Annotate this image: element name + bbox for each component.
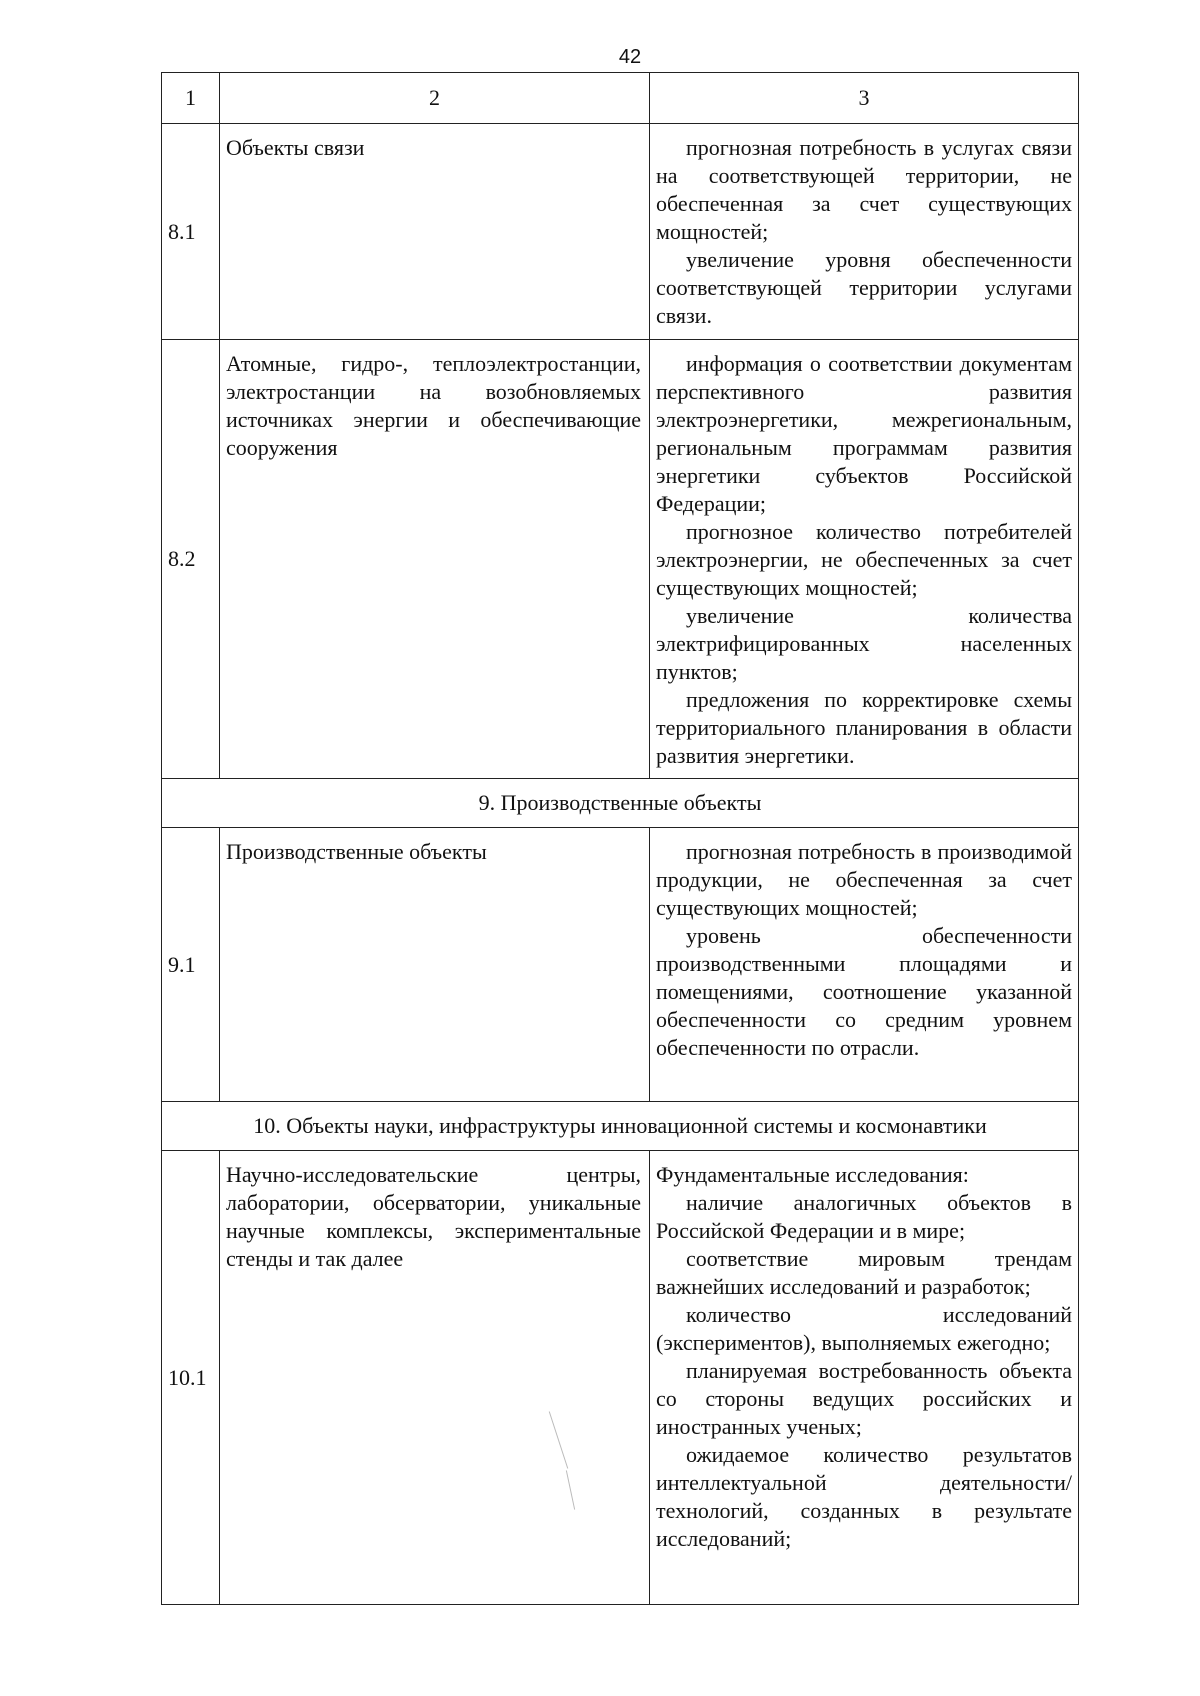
table-row — [162, 1151, 1079, 1605]
criteria-item: прогнозная потребность в производимой продукции, не обеспеченная за счет существующих мощностей; — [656, 839, 1072, 920]
row-number: 9.1 — [162, 828, 220, 1102]
object-criteria — [650, 340, 1079, 779]
column-header-1: 1 — [162, 73, 220, 124]
section-title: 9. Производственные объекты — [162, 779, 1079, 828]
table-row — [162, 124, 1079, 340]
criteria-item: ожидаемое количество результатов интеллектуальной деятельности/технологий, созданных в результате исследований; — [656, 1442, 1072, 1551]
criteria-item: наличие аналогичных объектов в Российской Федерации и в мире; — [656, 1190, 1072, 1243]
criteria-item: прогнозная потребность в услугах связи на соответствующей территории, не обеспеченная за счет существующих мощностей; — [656, 135, 1072, 244]
criteria-item: информация о соответствии документам перспективного развития электроэнергетики, межрегиональным, региональным программам развития энергетики субъектов Российской Федерации; — [656, 351, 1072, 516]
row-number: 8.2 — [162, 340, 220, 779]
object-name: Объекты связи — [220, 124, 650, 340]
object-name: Научно-исследовательские центры, лаборатории, обсерватории, уникальные научные комплексы, экспериментальные стенды и так далее — [220, 1151, 650, 1605]
section-title: 10. Объекты науки, инфраструктуры инновационной системы и космонавтики — [162, 1102, 1079, 1151]
table-row — [162, 828, 1079, 1102]
criteria-item: прогнозное количество потребителей электроэнергии, не обеспеченных за счет существующих мощностей; — [656, 519, 1072, 600]
row-number: 10.1 — [162, 1151, 220, 1605]
criteria-item: увеличение уровня обеспеченности соответствующей территории услугами связи. — [656, 247, 1072, 328]
object-criteria — [650, 828, 1079, 1102]
criteria-item: увеличение количества электрифицированных населенных пунктов; — [656, 603, 1072, 684]
object-criteria — [650, 1151, 1079, 1605]
criteria-item: соответствие мировым трендам важнейших исследований и разработок; — [656, 1246, 1072, 1299]
column-header-2: 2 — [220, 73, 650, 124]
section-row — [162, 1102, 1079, 1151]
object-criteria — [650, 124, 1079, 340]
criteria-item: количество исследований (экспериментов), выполняемых ежегодно; — [656, 1302, 1072, 1355]
criteria-item: предложения по корректировке схемы территориального планирования в области развития энергетики. — [656, 687, 1072, 768]
column-header-3: 3 — [650, 73, 1079, 124]
object-name: Производственные объекты — [220, 828, 650, 1102]
page-number: 42 — [618, 46, 642, 68]
table-row — [162, 340, 1079, 779]
row-number: 8.1 — [162, 124, 220, 340]
criteria-lead: Фундаментальные исследования: — [656, 1162, 969, 1187]
criteria-item: планируемая востребованность объекта со стороны ведущих российских и иностранных ученых; — [656, 1358, 1072, 1439]
object-name: Атомные, гидро-, теплоэлектростанции, электростанции на возобновляемых источниках энергии и обеспечивающие сооружения — [220, 340, 650, 779]
table-header-row — [162, 73, 1079, 124]
criteria-table — [161, 72, 1079, 1605]
section-row — [162, 779, 1079, 828]
criteria-item: уровень обеспеченности производственными площадями и помещениями, соотношение указанной обеспеченности со средним уровнем обеспеченности по отрасли. — [656, 923, 1072, 1060]
